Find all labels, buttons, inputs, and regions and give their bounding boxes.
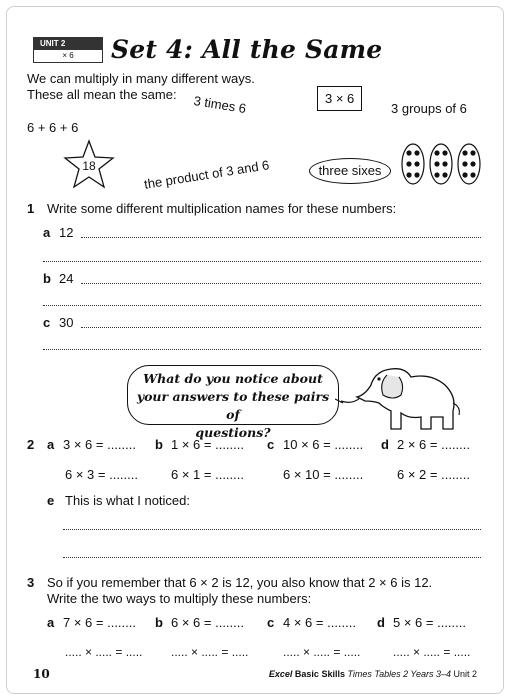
q2d-bottom[interactable]: 6 × 2 = ........	[397, 467, 470, 482]
q1c-value: 30	[59, 315, 74, 330]
q1-text: Write some different multiplication names for these numbers:	[47, 201, 397, 216]
unit-badge	[33, 37, 103, 63]
q3a-text[interactable]: 7 × 6 = ........	[63, 615, 136, 630]
intro-times: 3 times 6	[192, 93, 248, 117]
footer-unit: Unit 2	[453, 669, 477, 679]
q2e-text: This is what I noticed:	[65, 493, 190, 508]
unit-sub: × 6	[62, 51, 74, 60]
q2c-top[interactable]: 10 × 6 = ........	[283, 437, 364, 452]
q3-line-1: So if you remember that 6 × 2 is 12, you also know that 2 × 6 is 12.	[47, 575, 433, 590]
intro-line-2: These all mean the same:	[27, 87, 177, 102]
q1c-answer-line-2[interactable]	[43, 349, 481, 350]
q2a-bottom[interactable]: 6 × 3 = ........	[65, 467, 138, 482]
page-number: 10	[33, 667, 50, 681]
q2-number: 2	[27, 437, 35, 452]
q1c-letter: c	[43, 315, 51, 330]
q2e-answer-line-1[interactable]	[63, 529, 481, 530]
footer-book: Times Tables 2 Years 3–4	[347, 669, 451, 679]
intro-line-1: We can multiply in many different ways.	[27, 71, 255, 86]
q1a-value: 12	[59, 225, 74, 240]
q2d-letter: d	[381, 437, 389, 452]
intro-addition: 6 + 6 + 6	[27, 120, 79, 135]
q2b-top[interactable]: 1 × 6 = ........	[171, 437, 244, 452]
q2b-letter: b	[155, 437, 163, 452]
dot-groups-icon	[399, 141, 483, 187]
q2a-letter: a	[47, 437, 55, 452]
q3-line-2: Write the two ways to multiply these numbers:	[47, 591, 312, 606]
q3c-letter: c	[267, 615, 275, 630]
q1b-answer-line-2[interactable]	[43, 305, 481, 306]
q1a-answer-line[interactable]	[81, 237, 481, 238]
intro-groups: 3 groups of 6	[391, 101, 467, 116]
intro-sixes: three sixes	[309, 158, 391, 184]
intro-product: the product of 3 and 6	[143, 157, 271, 192]
speech-bubble	[127, 365, 339, 440]
footer-brand: Excel	[268, 669, 293, 679]
footer-series: Basic Skills	[294, 669, 345, 679]
q1b-letter: b	[43, 271, 51, 286]
q3c-text[interactable]: 4 × 6 = ........	[283, 615, 356, 630]
speech-line-3: questions?	[195, 425, 271, 440]
q3b-letter: b	[155, 615, 163, 630]
speech-line-2: your answers to these pairs of	[136, 389, 330, 422]
q1b-answer-line[interactable]	[81, 283, 481, 284]
q3d-letter: d	[377, 615, 385, 630]
q1a-letter: a	[43, 225, 51, 240]
q3b-text[interactable]: 6 × 6 = ........	[171, 615, 244, 630]
q2d-top[interactable]: 2 × 6 = ........	[397, 437, 470, 452]
q2e-letter: e	[47, 493, 55, 508]
star-label: 18	[82, 159, 96, 173]
unit-label: UNIT 2	[34, 38, 102, 50]
q3-number: 3	[27, 575, 35, 590]
q3d-blank[interactable]: ..... × ..... = .....	[393, 645, 471, 659]
q1a-answer-line-2[interactable]	[43, 261, 481, 262]
q3b-blank[interactable]: ..... × ..... = .....	[171, 645, 249, 659]
q3a-blank[interactable]: ..... × ..... = .....	[65, 645, 143, 659]
q1b-value: 24	[59, 271, 74, 286]
q1c-answer-line[interactable]	[81, 327, 481, 328]
q2c-letter: c	[267, 437, 275, 452]
q1-number: 1	[27, 201, 35, 216]
q2c-bottom[interactable]: 6 × 10 = ........	[283, 467, 364, 482]
worksheet-page	[6, 6, 504, 694]
q2e-answer-line-2[interactable]	[63, 557, 481, 558]
q3c-blank[interactable]: ..... × ..... = .....	[283, 645, 361, 659]
page-title: Set 4: All the Same	[111, 35, 383, 64]
q2b-bottom[interactable]: 6 × 1 = ........	[171, 467, 244, 482]
elephant-icon	[335, 359, 467, 439]
speech-line-1: What do you notice about	[143, 371, 323, 386]
q2a-top[interactable]: 3 × 6 = ........	[63, 437, 136, 452]
intro-boxed: 3 × 6	[317, 86, 362, 111]
q3a-letter: a	[47, 615, 55, 630]
q3d-text[interactable]: 5 × 6 = ........	[393, 615, 466, 630]
footer-credit	[269, 669, 477, 679]
